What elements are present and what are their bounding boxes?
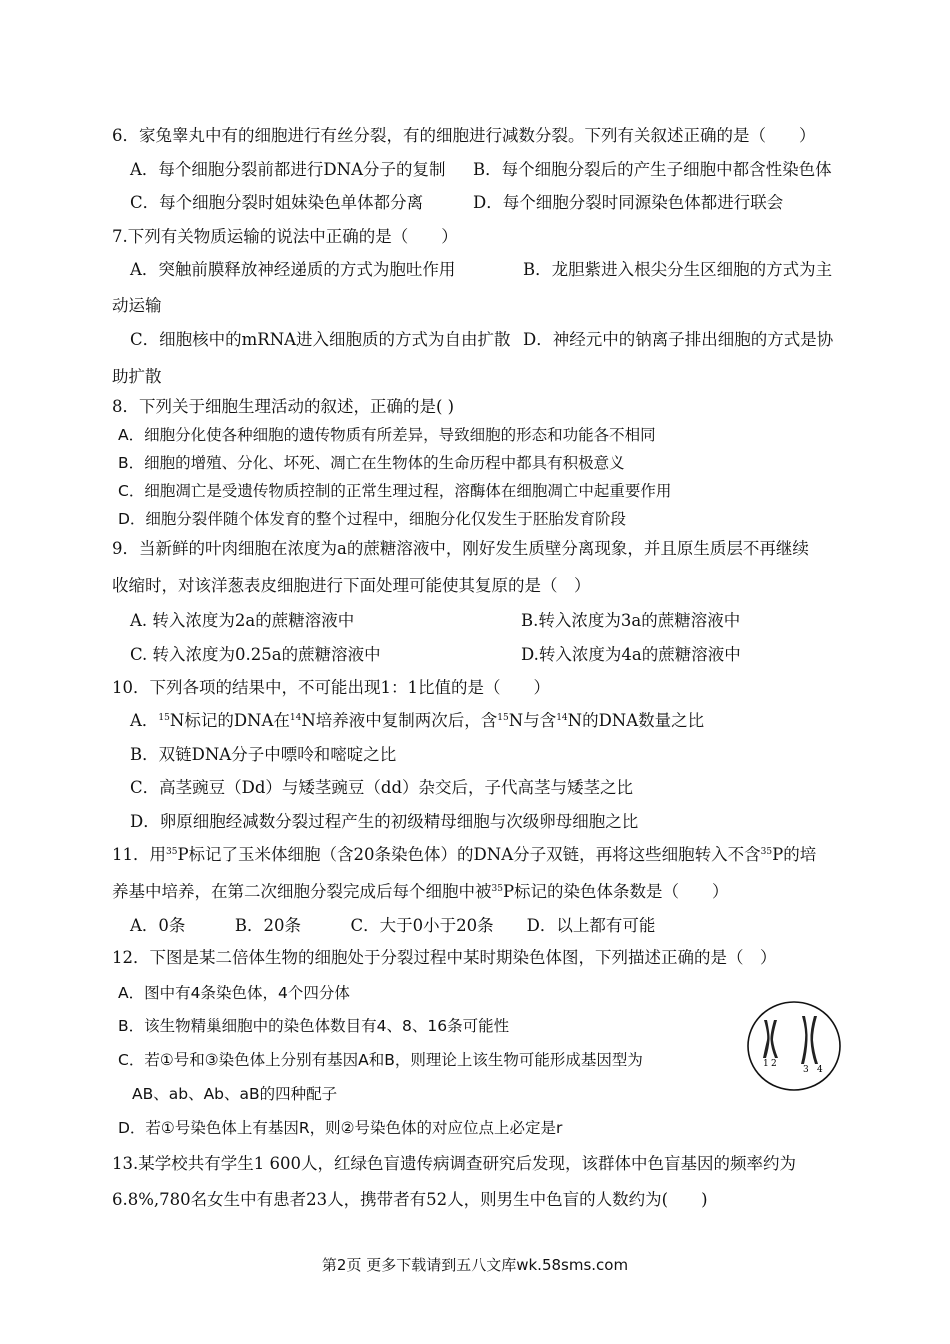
q7-stem: 7.下列有关物质运输的说法中正确的是（ ） — [112, 227, 458, 246]
q6-option-a: A．每个细胞分裂前都进行DNA分子的复制 — [130, 160, 446, 179]
cell-outline — [748, 1002, 840, 1090]
q9-stem-line2: 收缩时，对该洋葱表皮细胞进行下面处理可能使其复原的是（ ） — [112, 576, 591, 595]
q9-option-a: A. 转入浓度为2a的蔗糖溶液中 — [130, 611, 355, 630]
q6-stem: 6．家兔睾丸中有的细胞进行有丝分裂，有的细胞进行减数分裂。下列有关叙述正确的是（ ） — [112, 126, 816, 145]
fig-label-3: 3 — [803, 1065, 809, 1075]
q11-options: A．0条 B．20条 C．大于0小于20条 D．以上都有可能 — [130, 916, 656, 935]
q10-option-c: C．高茎豌豆（Dd）与矮茎豌豆（dd）杂交后，子代高茎与矮茎之比 — [130, 778, 634, 797]
q6-option-b: B．每个细胞分裂后的产生子细胞中都含性染色体 — [473, 160, 832, 179]
page-footer: 第2页 更多下载请到五八文库wk.58sms.com — [321, 1256, 629, 1274]
q7-option-c: C．细胞核中的mRNA进入细胞质的方式为自由扩散 — [130, 330, 511, 349]
q12-option-d: D．若①号染色体上有基因R，则②号染色体的对应位点上必定是r — [118, 1119, 563, 1137]
fig-label-2: 2 — [771, 1059, 777, 1069]
fig-label-1: 1 — [763, 1059, 769, 1069]
q13-stem-line2: 6.8%,780名女生中有患者23人，携带者有52人，则男生中色盲的人数约为( ) — [112, 1190, 708, 1209]
chromosome-3 — [801, 1016, 808, 1064]
q6-option-c: C．每个细胞分裂时姐妹染色单体都分离 — [130, 193, 424, 212]
q7-option-d-cont: 助扩散 — [112, 367, 162, 386]
q8-option-d: D．细胞分裂伴随个体发育的整个过程中，细胞分化仅发生于胚胎发育阶段 — [118, 510, 626, 528]
chromosome-1 — [763, 1020, 770, 1058]
q7-option-a: A．突触前膜释放神经递质的方式为胞吐作用 — [130, 260, 456, 279]
q10-option-d: D．卵原细胞经减数分裂过程产生的初级精母细胞与次级卵母细胞之比 — [130, 812, 639, 831]
q12-option-a: A．图中有4条染色体，4个四分体 — [118, 984, 350, 1002]
q8-option-b: B．细胞的增殖、分化、坏死、凋亡在生物体的生命历程中都具有积极意义 — [118, 454, 625, 472]
q7-option-b-cont: 动运输 — [112, 296, 162, 315]
q10-option-b: B．双链DNA分子中嘌呤和嘧啶之比 — [130, 745, 397, 764]
q8-option-a: A．细胞分化使各种细胞的遗传物质有所差异，导致细胞的形态和功能各不相同 — [118, 426, 656, 444]
q12-stem: 12．下图是某二倍体生物的细胞处于分裂过程中某时期染色体图，下列描述正确的是（ ） — [112, 948, 777, 967]
q10-stem: 10．下列各项的结果中，不可能出现1：1比值的是（ ） — [112, 678, 550, 697]
chromosome-2 — [770, 1020, 778, 1058]
chromosome-pair-3-4 — [801, 1016, 818, 1064]
chromosome-4 — [810, 1016, 818, 1064]
q6-option-d: D．每个细胞分裂时同源染色体都进行联会 — [473, 193, 784, 212]
q10-option-a: A．$^{15}$N标记的DNA在$^{14}$N培养液中复制两次后，含$^{15}$N与含$^{14}$N的DNA数量之比 — [130, 711, 705, 730]
q9-option-c: C. 转入浓度为0.25a的蔗糖溶液中 — [130, 645, 381, 664]
chromosome-figure — [744, 1000, 844, 1094]
q7-option-b: B．龙胆紫进入根尖分生区细胞的方式为主 — [523, 260, 833, 279]
q9-option-d: D.转入浓度为4a的蔗糖溶液中 — [521, 645, 741, 664]
q11-stem-line1: 11．用$^{35}$P标记了玉米体细胞（含20条染色体）的DNA分子双链，再将这些细胞转入不含$^{35}$P的培 — [112, 845, 817, 864]
q9-option-b: B.转入浓度为3a的蔗糖溶液中 — [521, 611, 741, 630]
q12-option-c: C．若①号和③染色体上分别有基因A和B，则理论上该生物可能形成基因型为 — [118, 1051, 643, 1069]
q13-stem-line1: 13.某学校共有学生1 600人，红绿色盲遗传病调查研究后发现，该群体中色盲基因的频率约为 — [112, 1154, 796, 1173]
q12-option-c-cont: AB、ab、Ab、aB的四种配子 — [132, 1085, 338, 1103]
q8-stem: 8．下列关于细胞生理活动的叙述，正确的是( ) — [112, 397, 455, 416]
q12-option-b: B．该生物精巢细胞中的染色体数目有4、8、16条可能性 — [118, 1017, 510, 1035]
chromosome-pair-1-2 — [763, 1020, 778, 1058]
q8-option-c: C．细胞凋亡是受遗传物质控制的正常生理过程，溶酶体在细胞凋亡中起重要作用 — [118, 482, 672, 500]
fig-label-4: 4 — [817, 1065, 823, 1075]
q9-stem-line1: 9．当新鲜的叶肉细胞在浓度为a的蔗糖溶液中，刚好发生质壁分离现象，并且原生质层不再继续 — [112, 539, 809, 558]
q7-option-d: D．神经元中的钠离子排出细胞的方式是协 — [523, 330, 834, 349]
q11-stem-line2: 养基中培养，在第二次细胞分裂完成后每个细胞中被$^{35}$P标记的染色体条数是（ ） — [112, 882, 729, 901]
